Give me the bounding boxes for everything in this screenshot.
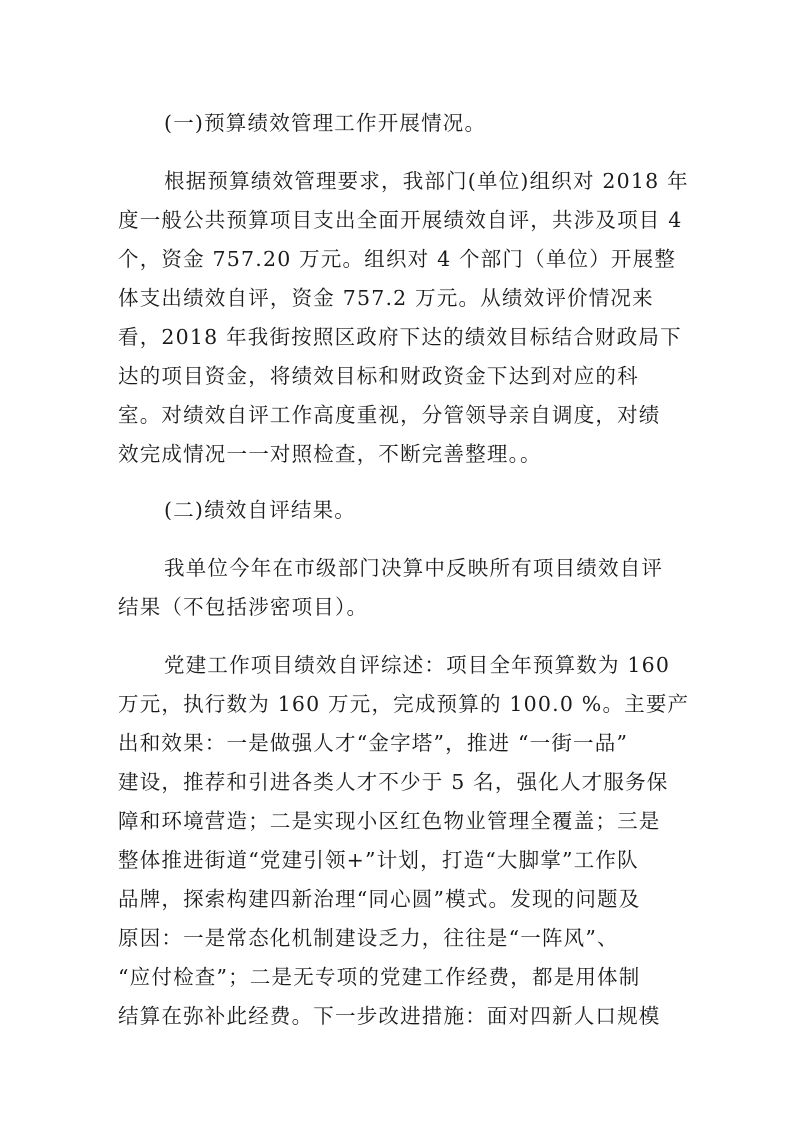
- paragraph-1-line: 效完成情况一一对照检查，不断完善整理。。: [118, 442, 542, 466]
- paragraph-3-line: 品牌，探索构建四新治理“同心圆”模式。发现的问题及: [118, 887, 641, 911]
- paragraph-3-line: 万元，执行数为 160 万元，完成预算的 100.0 %。主要产: [118, 692, 690, 716]
- paragraph-3-line: 障和环境营造；二是实现小区红色物业管理全覆盖；三是: [118, 809, 661, 833]
- paragraph-1-line: 度一般公共预算项目支出全面开展绩效自评，共涉及项目 4: [118, 208, 683, 232]
- paragraph-2-line: 结果（不包括涉密项目）。: [118, 595, 369, 619]
- paragraph-1-line: 体支出绩效自评，资金 757.2 万元。从绩效评价情况来: [118, 286, 654, 310]
- paragraph-3-line: 结算在弥补此经费。下一步改进措施：面对四新人口规模: [118, 1004, 661, 1028]
- section-heading-1: (一)预算绩效管理工作开展情况。: [164, 111, 487, 135]
- section-heading-2: (二)绩效自评结果。: [164, 498, 356, 522]
- paragraph-3-line: 整体推进街道“党建引领+”计划，打造“大脚掌”工作队: [118, 848, 639, 872]
- paragraph-1-line: 达的项目资金，将绩效目标和财政资金下达到对应的科: [118, 364, 639, 388]
- paragraph-1-line: 根据预算绩效管理要求，我部门(单位)组织对 2018 年: [164, 169, 689, 193]
- paragraph-1-line: 看，2018 年我街按照区政府下达的绩效目标结合财政局下: [118, 325, 682, 349]
- paragraph-1-line: 室。对绩效自评工作高度重视，分管领导亲自调度，对绩: [118, 403, 661, 427]
- paragraph-3-line: “应付检查”；二是无专项的党建工作经费，都是用体制: [118, 965, 641, 989]
- paragraph-3-line: 建设，推荐和引进各类人才不少于 5 名，强化人才服务保: [118, 770, 669, 794]
- paragraph-3-line: 出和效果：一是做强人才“金字塔”，推进 “一街一品”: [118, 731, 629, 755]
- paragraph-3-line: 党建工作项目绩效自评综述：项目全年预算数为 160: [164, 653, 671, 677]
- paragraph-3-line: 原因：一是常态化机制建设乏力，往往是“一阵风”、: [118, 926, 619, 950]
- paragraph-1-line: 个，资金 757.20 万元。组织对 4 个部门（单位）开展整: [118, 247, 677, 271]
- paragraph-2-line: 我单位今年在市级部门决算中反映所有项目绩效自评: [164, 556, 664, 580]
